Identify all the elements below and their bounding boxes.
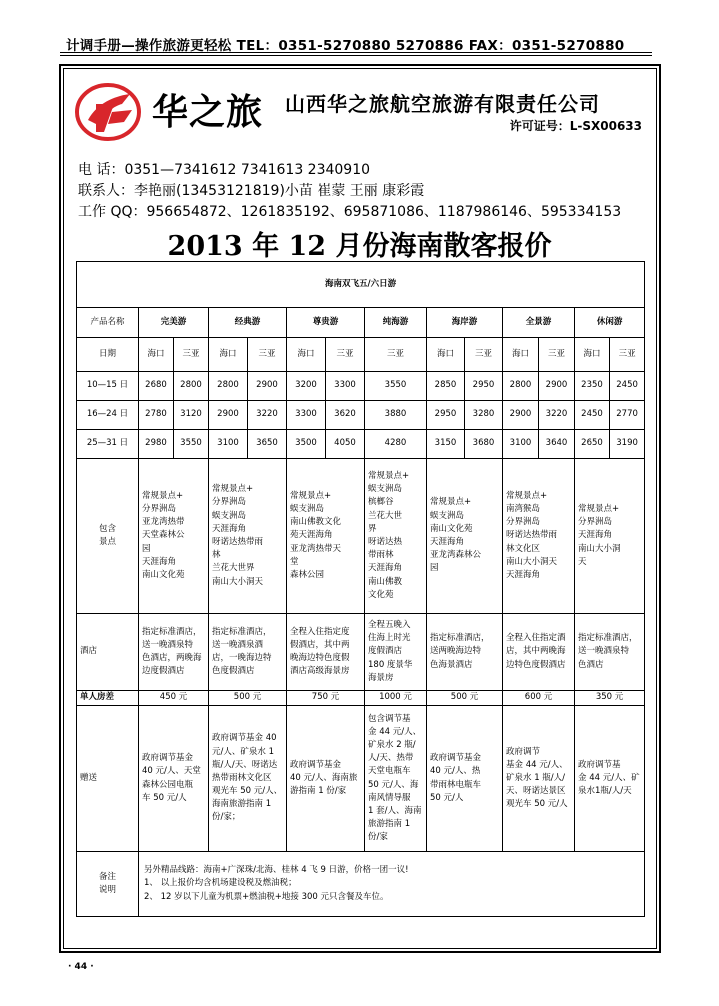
city-cell: 三亚 xyxy=(610,338,645,372)
price-cell: 2950 xyxy=(427,401,465,430)
sights-cell: 常规景点+ 南湾猴岛 分界洲岛 呀诺达热带雨 林文化区 南山大小洞天 天涯海角 xyxy=(503,459,575,614)
price-cell: 2900 xyxy=(503,401,539,430)
price-cell: 3220 xyxy=(248,401,287,430)
price-cell: 3100 xyxy=(503,430,539,459)
sights-cell: 常规景点+ 蜈支洲岛 南山文化苑 天涯海角 亚龙湾森林公 园 xyxy=(427,459,503,614)
price-cell: 3120 xyxy=(174,401,209,430)
date-range: 25—31 日 xyxy=(77,430,139,459)
remark-label: 备注 说明 xyxy=(77,852,139,917)
city-cell: 三亚 xyxy=(248,338,287,372)
product-name: 海岸游 xyxy=(427,308,503,338)
license-number: 许可证号：L-SX00633 xyxy=(509,119,642,133)
sights-cell: 常规景点+ 分界洲岛 天涯海角 南山大小洞 天 xyxy=(575,459,645,614)
price-cell: 3190 xyxy=(610,430,645,459)
price-cell: 3100 xyxy=(209,430,248,459)
price-cell: 2650 xyxy=(575,430,610,459)
sights-cell: 常规景点+ 分界洲岛 亚龙湾热带 天堂森林公 园 天涯海角 南山文化苑 xyxy=(139,459,209,614)
city-cell: 三亚 xyxy=(365,338,427,372)
single-room-cell: 500 元 xyxy=(209,691,287,706)
single-room-label: 单人房差 xyxy=(77,691,139,706)
gift-label: 赠送 xyxy=(77,706,139,852)
product-name: 完美游 xyxy=(139,308,209,338)
gift-cell: 包含调节基 金 44 元/人、 矿泉水 2 瓶/ 人/天、热带 天堂电瓶车 50 元/人、海 南风情导服 1 套/人、海南 旅游指南 1 份/家 xyxy=(365,706,427,852)
single-room-cell: 350 元 xyxy=(575,691,645,706)
hotel-row xyxy=(77,614,645,691)
price-cell: 2850 xyxy=(427,372,465,401)
city-cell: 海口 xyxy=(503,338,539,372)
price-cell: 2770 xyxy=(610,401,645,430)
city-row xyxy=(77,338,645,372)
price-cell: 3550 xyxy=(365,372,427,401)
price-cell: 3300 xyxy=(287,401,326,430)
header-rule xyxy=(60,52,652,53)
product-name: 经典游 xyxy=(209,308,287,338)
price-cell: 2900 xyxy=(539,372,575,401)
company-name: 山西华之旅航空旅游有限责任公司 xyxy=(285,92,600,116)
price-cell: 3620 xyxy=(326,401,365,430)
hotel-cell: 指定标准酒店， 送一晚酒泉特 色酒店，两晚海 边度假酒店 xyxy=(139,614,209,691)
city-cell: 海口 xyxy=(287,338,326,372)
price-cell: 3200 xyxy=(287,372,326,401)
single-room-cell: 500 元 xyxy=(427,691,503,706)
single-room-cell: 450 元 xyxy=(139,691,209,706)
product-name: 尊贵游 xyxy=(287,308,365,338)
product-name: 休闲游 xyxy=(575,308,645,338)
single-room-cell: 1000 元 xyxy=(365,691,427,706)
price-row xyxy=(77,430,645,459)
sights-cell: 常规景点+ 蜈支洲岛 槟榔谷 兰花大世 界 呀诺达热 带雨林 天涯海角 南山佛教 文化苑 xyxy=(365,459,427,614)
price-cell: 3650 xyxy=(248,430,287,459)
date-range: 16—24 日 xyxy=(77,401,139,430)
header-banner: 计调手册—操作旅游更轻松 TEL：0351-5270880 5270886 FAX：0351-5270880 xyxy=(66,38,625,54)
city-cell: 海口 xyxy=(427,338,465,372)
price-cell: 2900 xyxy=(248,372,287,401)
remark-row xyxy=(77,852,645,917)
city-cell: 三亚 xyxy=(326,338,365,372)
price-cell: 2680 xyxy=(139,372,174,401)
route-title: 海南双飞五/六日游 xyxy=(77,262,645,308)
single-room-cell: 750 元 xyxy=(287,691,365,706)
company-logo-icon xyxy=(74,82,142,142)
product-name: 纯海游 xyxy=(365,308,427,338)
price-cell: 3150 xyxy=(427,430,465,459)
gift-cell: 政府调节基金 40 元/人、矿泉水 1 瓶/人/天、呀诺达 热带雨林文化区 观光车 50 元/人、 海南旅游指南 1 份/家； xyxy=(209,706,287,852)
hotel-cell: 全程入住指定度 假酒店，其中两 晚海边特色度假 酒店高级海景房 xyxy=(287,614,365,691)
price-cell: 3880 xyxy=(365,401,427,430)
product-label: 产品名称 xyxy=(77,308,139,338)
price-cell: 3500 xyxy=(287,430,326,459)
hotel-cell: 全程五晚入 住海上时光 度假酒店 180 度景华 海景房 xyxy=(365,614,427,691)
phone-line: 电 话：0351—7341612 7341613 2340910 xyxy=(78,162,371,178)
product-row xyxy=(77,308,645,338)
city-cell: 海口 xyxy=(209,338,248,372)
price-cell: 2800 xyxy=(209,372,248,401)
price-cell: 3680 xyxy=(465,430,503,459)
hotel-label: 酒店 xyxy=(77,614,139,691)
gift-cell: 政府调节基 金 44 元/人、矿 泉水1瓶/人/天 xyxy=(575,706,645,852)
header-rule-2 xyxy=(60,55,652,56)
price-cell: 2900 xyxy=(209,401,248,430)
price-cell: 3550 xyxy=(174,430,209,459)
city-cell: 三亚 xyxy=(465,338,503,372)
price-cell: 3280 xyxy=(465,401,503,430)
price-cell: 3300 xyxy=(326,372,365,401)
gift-row xyxy=(77,706,645,852)
hotel-cell: 指定标准酒店， 送一晚酒泉特 色酒店 xyxy=(575,614,645,691)
hotel-cell: 指定标准酒店， 送一晚酒泉酒 店，一晚海边特 色度假酒店 xyxy=(209,614,287,691)
single-room-cell: 600 元 xyxy=(503,691,575,706)
gift-cell: 政府调节基金 40 元/人、热 带雨林电瓶车 50 元/人 xyxy=(427,706,503,852)
page-title: 2013 年 12 月份海南散客报价 xyxy=(167,231,552,262)
city-cell: 海口 xyxy=(575,338,610,372)
price-row xyxy=(77,372,645,401)
price-cell: 2350 xyxy=(575,372,610,401)
product-name: 全景游 xyxy=(503,308,575,338)
price-cell: 4280 xyxy=(365,430,427,459)
remark-cell xyxy=(139,852,645,917)
date-label: 日期 xyxy=(77,338,139,372)
contact-people: 联系人：李艳丽(13453121819)小苗 崔蒙 王丽 康彩霞 xyxy=(78,183,425,199)
hotel-cell: 全程入住指定酒 店，其中两晚海 边特色度假酒店 xyxy=(503,614,575,691)
hotel-cell: 指定标准酒店， 送两晚海边特 色海景酒店 xyxy=(427,614,503,691)
price-cell: 4050 xyxy=(326,430,365,459)
price-cell: 3220 xyxy=(539,401,575,430)
qq-line: 工作 QQ：956654872、1261835192、695871086、1187986146、595334153 xyxy=(78,204,622,220)
gift-cell: 政府调节基金 40 元/人、海南旅 游指南 1 份/家 xyxy=(287,706,365,852)
sights-cell: 常规景点+ 蜈支洲岛 南山佛教文化 苑天涯海角 亚龙湾热带天 堂 森林公园 xyxy=(287,459,365,614)
remark-line: 2、 12 岁以下儿童为机票+燃油税+地接 300 元只含餐及车位。 xyxy=(144,891,389,902)
price-cell: 2450 xyxy=(610,372,645,401)
city-cell: 海口 xyxy=(139,338,174,372)
single-room-row xyxy=(77,691,645,706)
price-cell: 2980 xyxy=(139,430,174,459)
price-cell: 2450 xyxy=(575,401,610,430)
price-cell: 2780 xyxy=(139,401,174,430)
date-range: 10—15 日 xyxy=(77,372,139,401)
price-cell: 2800 xyxy=(174,372,209,401)
sights-cell: 常规景点+ 分界洲岛 蜈支洲岛 天涯海角 呀诺达热带雨 林 兰花大世界 南山大小洞天 xyxy=(209,459,287,614)
city-cell: 三亚 xyxy=(539,338,575,372)
gift-cell: 政府调节基金 40 元/人、天堂 森林公园电瓶 车 50 元/人 xyxy=(139,706,209,852)
brand-name: 华之旅 xyxy=(152,91,264,133)
gift-cell: 政府调节 基金 44 元/人、 矿泉水 1 瓶/人/ 天、呀诺达景区 观光车 50 元/人 xyxy=(503,706,575,852)
price-cell: 2950 xyxy=(465,372,503,401)
sights-label: 包含 景点 xyxy=(77,459,139,614)
remark-line: 1、 以上报价均含机场建设税及燃油税； xyxy=(144,878,297,889)
sights-row xyxy=(77,459,645,614)
city-cell: 三亚 xyxy=(174,338,209,372)
remark-line: 另外精品线路：海南+广深珠/北海、桂林 4 飞 9 日游，价格一团一议! xyxy=(144,865,409,876)
page-number: · 44 · xyxy=(68,962,94,972)
price-cell: 3640 xyxy=(539,430,575,459)
quote-table xyxy=(76,261,645,917)
price-cell: 2800 xyxy=(503,372,539,401)
price-row xyxy=(77,401,645,430)
